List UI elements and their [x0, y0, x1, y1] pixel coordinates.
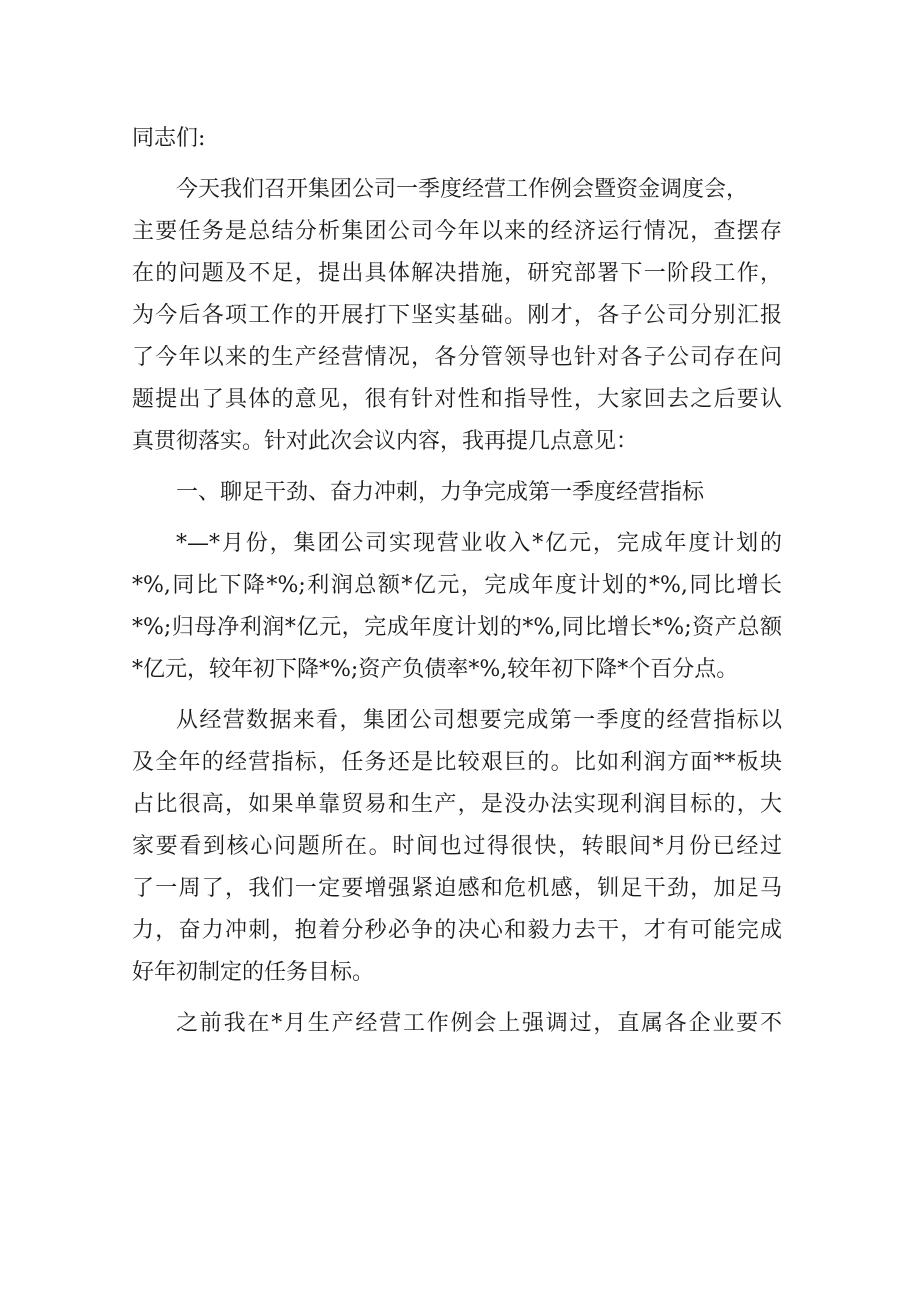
text-line: 占比很高，如果单靠贸易和生产，是没办法实现利润目标的，大: [132, 792, 782, 817]
text-line: 及全年的经营指标，任务还是比较艰巨的。比如利润方面**板块: [132, 750, 782, 775]
text-line: 今天我们召开集团公司一季度经营工作例会暨资金调度会，: [176, 177, 749, 202]
text-line: *%;归母净利润*亿元，完成年度计划的*%,同比增长*%;资产总额: [132, 615, 782, 640]
text-line: 家要看到核心问题所在。时间也过得很快，转眼间*月份已经过: [132, 834, 782, 859]
text-line: 在的问题及不足，提出具体解决措施，研究部署下一阶段工作，: [132, 261, 782, 286]
text-line: *—*月份，集团公司实现营业收入*亿元，完成年度计划的: [176, 531, 782, 556]
text-line: 从经营数据来看，集团公司想要完成第一季度的经营指标以: [176, 708, 782, 733]
text-line: 好年初制定的任务目标。: [132, 960, 375, 985]
paragraph-intro: [132, 169, 782, 463]
paragraph-figures: [132, 523, 782, 691]
text-line: 主要任务是总结分析集团公司今年以来的经济运行情况，查摆存: [132, 219, 782, 244]
paragraph-previous-meeting: [132, 1003, 782, 1045]
text-line: *亿元，较年初下降*%;资产负债率*%,较年初下降*个百分点。: [132, 657, 739, 682]
text-line: 为今后各项工作的开展打下坚实基础。刚才，各子公司分别汇报: [132, 303, 782, 328]
text-line: 真贯彻落实。针对此次会议内容，我再提几点意见：: [132, 429, 639, 454]
heading-line: 一、聊足干劲、奋力冲刺，力争完成第一季度经营指标: [176, 480, 705, 505]
text-line: 力，奋力冲刺，抱着分秒必争的决心和毅力去干，才有可能完成: [132, 918, 782, 943]
document-page: [132, 118, 782, 1045]
text-line: *%,同比下降*%;利润总额*亿元，完成年度计划的*%,同比增长: [132, 573, 782, 598]
text-line: 了今年以来的生产经营情况，各分管领导也针对各子公司存在问: [132, 345, 782, 370]
text-line: 之前我在*月生产经营工作例会上强调过，直属各企业要不: [176, 1011, 782, 1036]
paragraph-analysis: [132, 700, 782, 994]
text-line: 题提出了具体的意见，很有针对性和指导性，大家回去之后要认: [132, 387, 782, 412]
section-heading: [132, 472, 782, 514]
salutation: 同志们:: [132, 126, 206, 151]
text-line: 了一周了，我们一定要增强紧迫感和危机感，钏足干劲，加足马: [132, 876, 782, 901]
